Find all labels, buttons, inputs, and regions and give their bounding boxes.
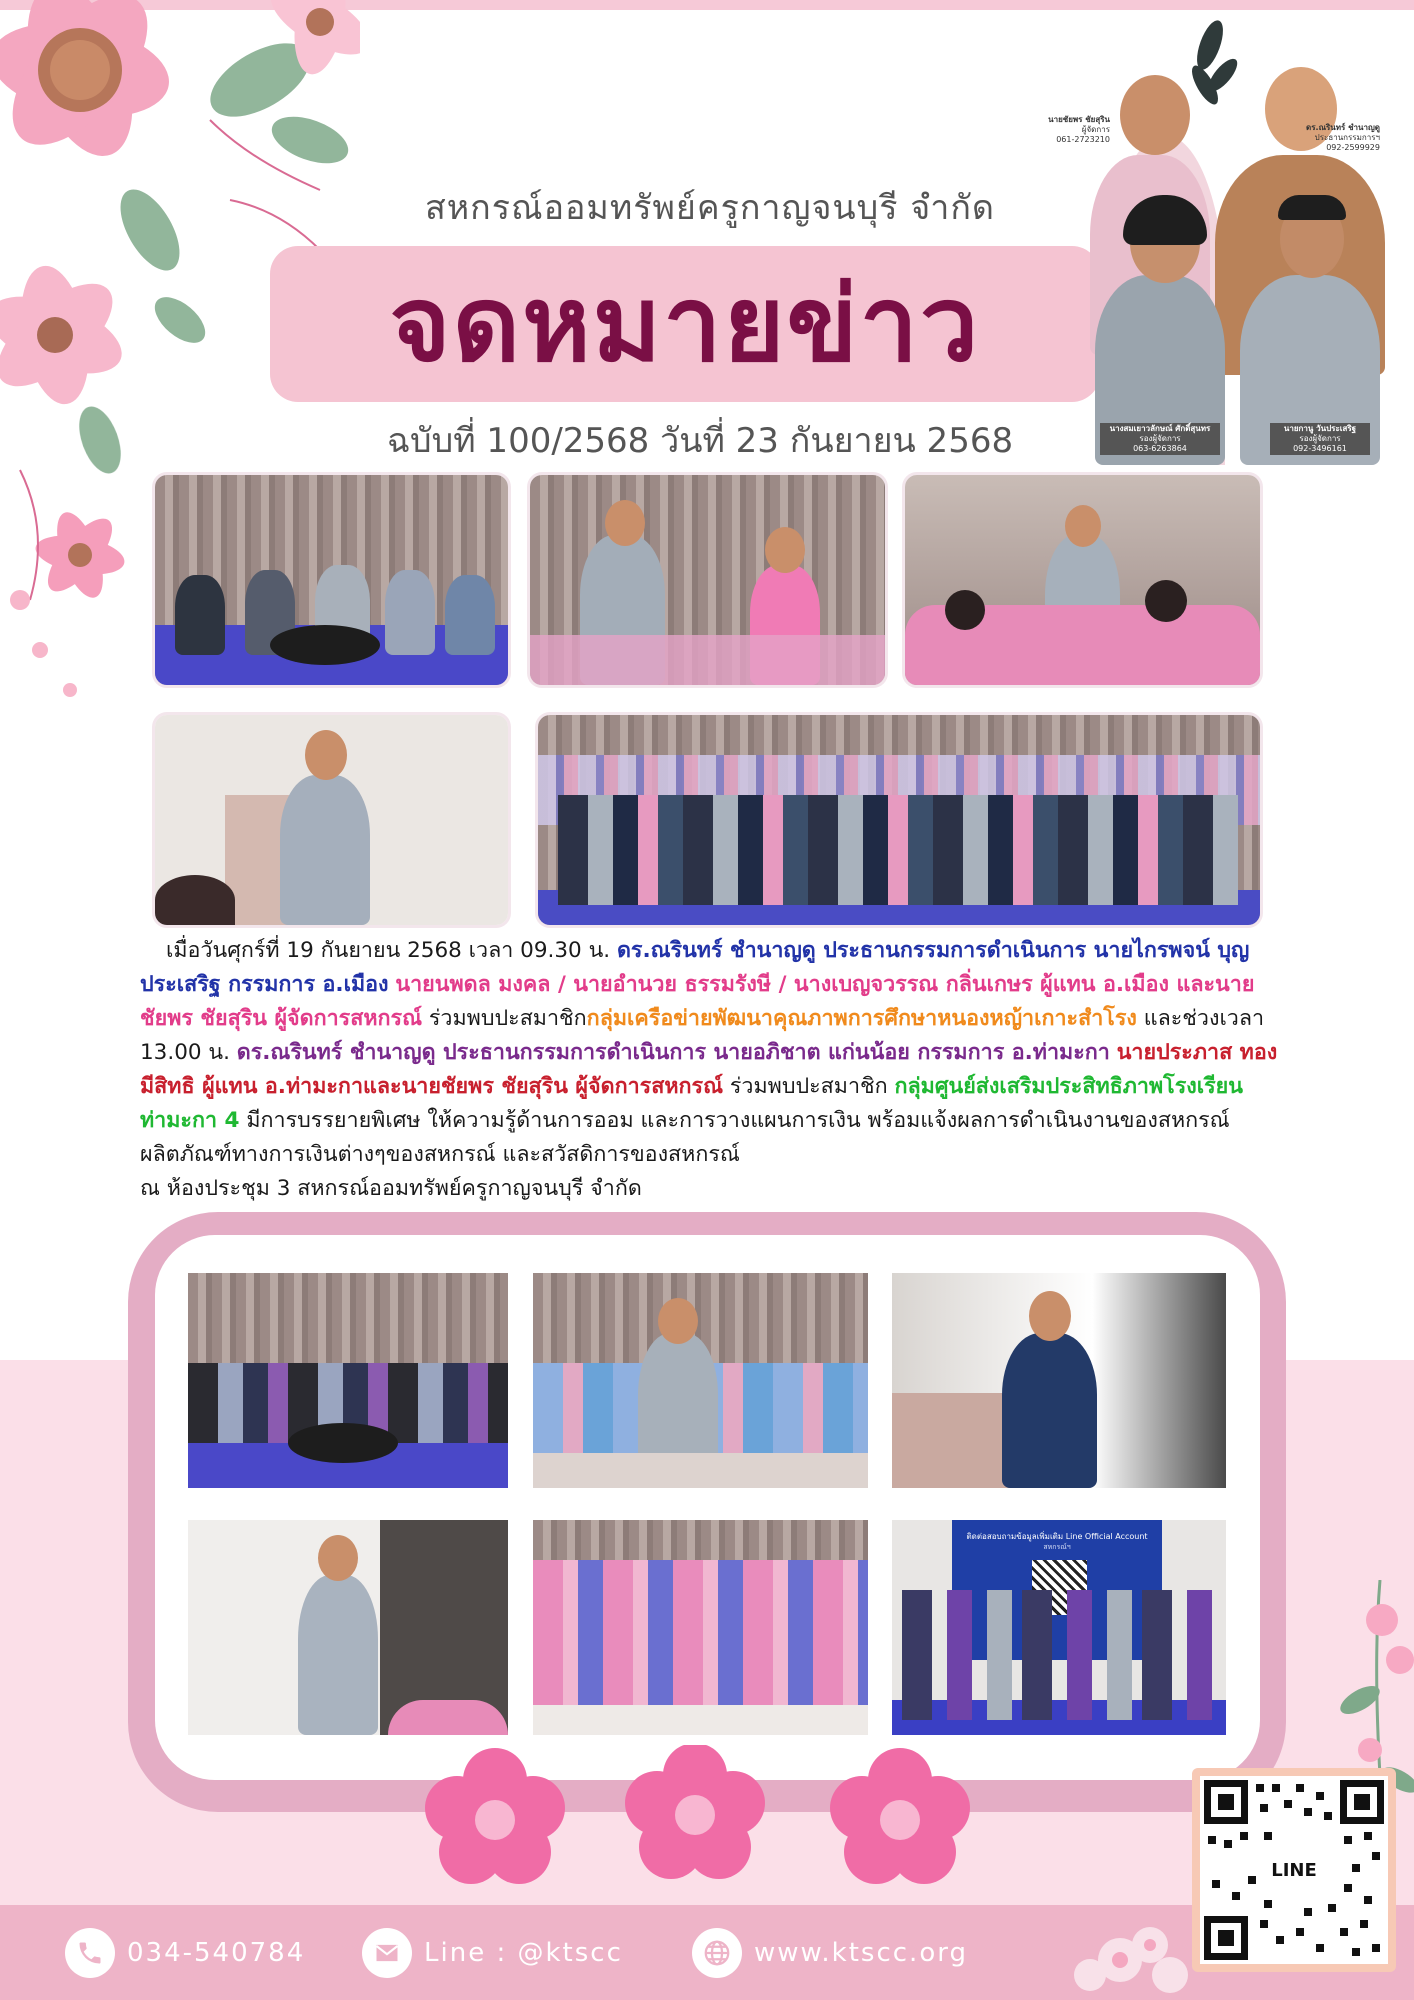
event-photo-group: [538, 715, 1260, 925]
text-morning-reps: นายนพดล มงคล / นายอำนวย ธรรมรังษี / นางเบญจวรรณ กลิ่นเกษร ผู้แทน อ.เมือง และนายชัยพร ชัยสุริน ผู้จัดการสหกรณ์: [140, 972, 1255, 1031]
text-group-1: กลุ่มเครือข่ายพัฒนาคุณภาพการศึกษาหนองหญ้าเกาะสำโรง: [586, 1006, 1137, 1031]
qr-line-label: LINE: [1271, 1860, 1317, 1881]
line-id: Line : @ktscc: [424, 1938, 623, 1968]
newsletter-title: จดหมายข่าว: [389, 263, 981, 385]
event-photo-3: [905, 475, 1260, 685]
phone-icon: [65, 1928, 115, 1978]
qr-code[interactable]: [1192, 1768, 1396, 1972]
staff-phone: 061-2723210: [1056, 135, 1110, 144]
gallery-photo-5: [533, 1520, 868, 1735]
line-banner-title: ติดต่อสอบถามข้อมูลเพิ่มเติม Line Official Account: [966, 1532, 1148, 1541]
staff-phone: 092-3496161: [1293, 444, 1347, 453]
globe-icon: [692, 1928, 742, 1978]
text-content: มีการบรรยายพิเศษ ให้ความรู้ด้านการออม และการวางแผนการเงิน พร้อมแจ้งผลการดำเนินงานของสหกรณ์ ผลิตภัณฑ์ทางการเงินต่างๆของสหกรณ์ และสวัสดิการของสหกรณ์: [140, 1108, 1230, 1167]
staff-name: ดร.ณรินทร์ ชำนาญดู: [1306, 123, 1380, 132]
staff-name: นายชัยพร ชัยสุริน: [1048, 115, 1110, 124]
text-afternoon: และช่วงเวลา 13.00 น.: [140, 1006, 1265, 1065]
text-date: เมื่อวันศุกร์ที่ 19 กันยายน 2568 เวลา 09.30 น.: [166, 938, 617, 963]
contact-website[interactable]: [692, 1928, 968, 1978]
text-morning-committee: ดร.ณรินทร์ ชำนาญดู ประธานกรรมการดำเนินการ นายไกรพจน์ บุญประเสริฐ กรรมการ อ.เมือง: [140, 938, 1250, 997]
website: www.ktscc.org: [754, 1938, 968, 1968]
news-paragraph: [140, 934, 1280, 1206]
org-name: สหกรณ์ออมทรัพย์ครูกาญจนบุรี จำกัด: [425, 188, 995, 228]
phone-number: 034-540784: [127, 1938, 306, 1968]
gallery-photo-1: [188, 1273, 508, 1488]
event-photo-1: [155, 475, 508, 685]
issue-line: ฉบับที่ 100/2568 วันที่ 23 กันยายน 2568: [386, 421, 1014, 461]
line-banner-sub: สหกรณ์ฯ: [1043, 1543, 1071, 1551]
event-photo-4: [155, 715, 508, 925]
gallery-photo-2: [533, 1273, 868, 1488]
mail-icon: [362, 1928, 412, 1978]
staff-name: นายกานู วันประเสริฐ: [1283, 424, 1357, 433]
flower-icon: [410, 1745, 1000, 1890]
staff-role: ประธานกรรมการฯ: [1314, 133, 1380, 142]
staff-photo: [1048, 15, 1385, 465]
gallery-photo-4: [188, 1520, 508, 1735]
gallery-photo-3: [892, 1273, 1226, 1488]
flower-decoration-footer: [1020, 1905, 1220, 2000]
text-venue: ณ ห้องประชุม 3 สหกรณ์ออมทรัพย์ครูกาญจนบุรี จำกัด: [140, 1176, 642, 1201]
staff-phone: 092-2599929: [1326, 143, 1380, 152]
staff-role: รองผู้จัดการ: [1139, 434, 1181, 443]
gallery-photo-6: [892, 1520, 1226, 1735]
text-afternoon-committee: ดร.ณรินทร์ ชำนาญดู ประธานกรรมการดำเนินการ นายอภิชาต แก่นน้อย กรรมการ อ.ท่ามะกา: [236, 1040, 1110, 1065]
staff-phone: 063-6263864: [1133, 444, 1187, 453]
text-group-2: กลุ่มศูนย์ส่งเสริมประสิทธิภาพโรงเรียนท่ามะกา 4: [140, 1074, 1243, 1133]
event-photo-2: [530, 475, 885, 685]
staff-role: รองผู้จัดการ: [1299, 434, 1341, 443]
text-afternoon-reps: นายประภาส ทองมีสิทธิ ผู้แทน อ.ท่ามะกาและนายชัยพร ชัยสุริน ผู้จัดการสหกรณ์: [140, 1040, 1278, 1099]
text-meet: ร่วมพบปะสมาชิก: [422, 1006, 587, 1031]
contact-phone[interactable]: [65, 1928, 305, 1978]
staff-name: นางสมเยาวลักษณ์ ศักดิ์สุนทร: [1109, 424, 1211, 433]
staff-role: ผู้จัดการ: [1081, 125, 1110, 134]
text-meet-2: ร่วมพบปะสมาชิก: [723, 1074, 895, 1099]
contact-line[interactable]: [362, 1928, 623, 1978]
